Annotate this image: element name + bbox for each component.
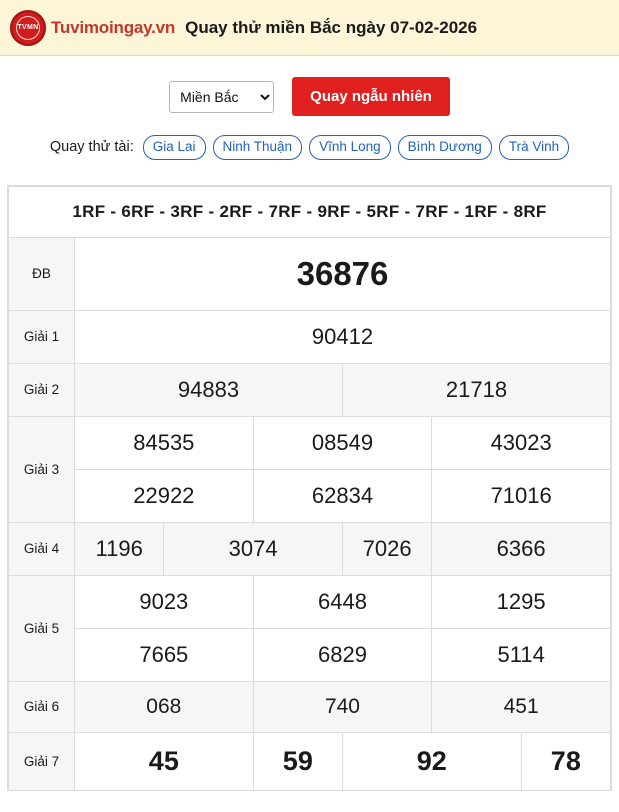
controls-row xyxy=(0,77,619,116)
table-row xyxy=(9,732,611,790)
table-row xyxy=(9,416,611,469)
prize-value-g5-6: 5114 xyxy=(432,628,611,681)
quickpick-chip-binh-duong[interactable]: Bình Dương xyxy=(398,135,492,160)
prize-value-g3-2: 08549 xyxy=(253,416,432,469)
prize-label-g7: Giải 7 xyxy=(9,732,75,790)
prize-value-g7-1: 45 xyxy=(75,732,254,790)
prize-value-g3-4: 22922 xyxy=(75,469,254,522)
table-row xyxy=(9,363,611,416)
prize-label-g1: Giải 1 xyxy=(9,310,75,363)
prize-value-g4-1: 1196 xyxy=(75,522,164,575)
prize-value-g5-2: 6448 xyxy=(253,575,432,628)
logo-circle-icon xyxy=(10,10,46,46)
table-row xyxy=(9,237,611,310)
prize-value-g4-3: 7026 xyxy=(342,522,431,575)
loto-codes: 1RF - 6RF - 3RF - 2RF - 7RF - 9RF - 5RF - 7RF - 1RF - 8RF xyxy=(9,186,611,237)
prize-value-db: 36876 xyxy=(75,237,611,310)
logo-text: Tuvimoingay.vn xyxy=(51,17,176,37)
table-row xyxy=(9,469,611,522)
table-row xyxy=(9,310,611,363)
quickpick-label: Quay thử tài: xyxy=(49,139,134,156)
page-header xyxy=(0,0,619,56)
table-row xyxy=(9,681,611,732)
page-title: Quay thử miền Bắc ngày 07-02-2026 xyxy=(185,17,478,37)
results-table xyxy=(8,186,611,791)
prize-value-g2-1: 94883 xyxy=(75,363,343,416)
prize-value-g3-1: 84535 xyxy=(75,416,254,469)
quickpick-row xyxy=(0,135,619,160)
table-row xyxy=(9,628,611,681)
prize-value-g1: 90412 xyxy=(75,310,611,363)
prize-label-g6: Giải 6 xyxy=(9,681,75,732)
prize-value-g4-4: 6366 xyxy=(432,522,611,575)
table-row-codes xyxy=(9,186,611,237)
prize-value-g5-1: 9023 xyxy=(75,575,254,628)
table-row xyxy=(9,575,611,628)
prize-label-g4: Giải 4 xyxy=(9,522,75,575)
quickpick-chip-vinh-long[interactable]: Vĩnh Long xyxy=(309,135,391,160)
prize-value-g6-2: 740 xyxy=(253,681,432,732)
random-spin-button[interactable]: Quay ngẫu nhiên xyxy=(292,77,450,116)
prize-value-g3-6: 71016 xyxy=(432,469,611,522)
results-table-wrapper xyxy=(7,185,612,791)
prize-value-g5-5: 6829 xyxy=(253,628,432,681)
prize-value-g5-3: 1295 xyxy=(432,575,611,628)
prize-label-g2: Giải 2 xyxy=(9,363,75,416)
prize-value-g7-4: 78 xyxy=(521,732,610,790)
prize-value-g7-2: 59 xyxy=(253,732,342,790)
table-row xyxy=(9,522,611,575)
logo-badge-text: TVMN xyxy=(17,24,39,31)
prize-value-g6-3: 451 xyxy=(432,681,611,732)
prize-label-g3: Giải 3 xyxy=(9,416,75,522)
site-logo[interactable] xyxy=(10,10,175,46)
quickpick-chip-ninh-thuan[interactable]: Ninh Thuận xyxy=(213,135,303,160)
prize-value-g4-2: 3074 xyxy=(164,522,343,575)
prize-value-g3-5: 62834 xyxy=(253,469,432,522)
prize-value-g6-1: 068 xyxy=(75,681,254,732)
prize-value-g5-4: 7665 xyxy=(75,628,254,681)
prize-label-db: ĐB xyxy=(9,237,75,310)
prize-value-g7-3: 92 xyxy=(342,732,521,790)
region-select[interactable] xyxy=(169,81,274,113)
quickpick-chip-tra-vinh[interactable]: Trà Vinh xyxy=(499,135,569,160)
prize-label-g5: Giải 5 xyxy=(9,575,75,681)
quickpick-chip-gia-lai[interactable]: Gia Lai xyxy=(143,135,206,160)
prize-value-g3-3: 43023 xyxy=(432,416,611,469)
prize-value-g2-2: 21718 xyxy=(342,363,610,416)
